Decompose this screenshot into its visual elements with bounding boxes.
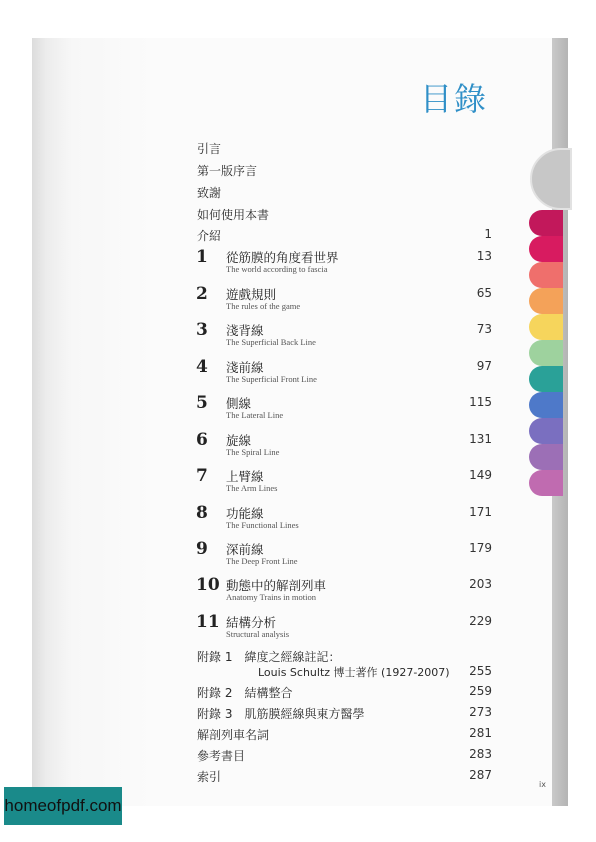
chapter-page: 149 (469, 468, 492, 482)
chapter-subtitle: The rules of the game (226, 301, 301, 311)
color-tab (529, 444, 563, 470)
chapter-number: 8 (196, 503, 208, 523)
chapter-page: 179 (469, 541, 492, 555)
chapter-page: 97 (476, 359, 492, 373)
toc-item-index[interactable]: 索引 (197, 770, 222, 784)
chapter-page: 131 (469, 432, 492, 446)
chapter-page: 65 (476, 286, 492, 300)
chapter-title[interactable]: 旋線 (226, 433, 252, 448)
chapter-subtitle: The Deep Front Line (226, 556, 298, 566)
chapter-title[interactable]: 動態中的解剖列車 (226, 578, 327, 593)
chapter-number: 7 (196, 466, 208, 486)
chapter-subtitle: The Superficial Back Line (226, 337, 316, 347)
chapter-number: 11 (196, 612, 220, 632)
page-number: ix (539, 780, 546, 789)
chapter-number: 3 (196, 320, 208, 340)
toc-page-appendix-1: 255 (469, 664, 492, 678)
chapter-title[interactable]: 淺背線 (226, 323, 264, 338)
toc-item-appendix-1[interactable]: 附錄 1 緯度之經線註記： (197, 650, 341, 664)
color-tab (529, 210, 563, 236)
chapter-subtitle: The world according to fascia (226, 264, 328, 274)
chapter-page: 203 (469, 577, 492, 591)
chapter-number: 1 (196, 247, 208, 267)
toc-page-appendix-2: 259 (469, 684, 492, 698)
toc-item-acknowledgements[interactable]: 致謝 (197, 186, 222, 200)
chapter-subtitle: Structural analysis (226, 629, 290, 639)
chapter-subtitle: The Superficial Front Line (226, 374, 317, 384)
chapter-number: 5 (196, 393, 208, 413)
chapter-page: 171 (469, 505, 492, 519)
color-tab (529, 236, 563, 262)
toc-page-index: 287 (469, 768, 492, 782)
page-title: 目錄 (419, 80, 488, 118)
chapter-title[interactable]: 從筋膜的角度看世界 (226, 250, 339, 265)
chapter-title[interactable]: 側線 (226, 396, 252, 411)
toc-page-introduction: 1 (484, 227, 492, 241)
chapter-number: 6 (196, 430, 208, 450)
color-tab (529, 288, 563, 314)
color-tab (529, 418, 563, 444)
toc-item-introduction[interactable]: 介紹 (197, 229, 222, 243)
chapter-page: 13 (476, 249, 492, 263)
chapter-subtitle: Anatomy Trains in motion (226, 592, 316, 602)
chapter-number: 4 (196, 357, 208, 377)
chapter-number: 2 (196, 284, 208, 304)
toc-page-glossary: 281 (469, 726, 492, 740)
chapter-title[interactable]: 功能線 (226, 506, 264, 521)
color-tab (529, 392, 563, 418)
color-tab (529, 470, 563, 496)
chapter-title[interactable]: 遊戲規則 (226, 287, 277, 302)
chapter-title[interactable]: 結構分析 (226, 615, 277, 630)
chapter-number: 10 (196, 575, 220, 595)
chapter-subtitle: The Lateral Line (226, 410, 284, 420)
color-tab (529, 314, 563, 340)
appendix-1-subtitle: Louis Schultz 博士著作 (1927-2007) (258, 666, 450, 679)
toc-item-bibliography[interactable]: 參考書目 (197, 749, 246, 763)
chapter-number: 9 (196, 539, 208, 559)
toc-item-glossary[interactable]: 解剖列車名詞 (197, 728, 270, 742)
chapter-page: 73 (476, 322, 492, 336)
color-tabs (529, 148, 569, 493)
toc-page-appendix-3: 273 (469, 705, 492, 719)
toc-item-appendix-3[interactable]: 附錄 3 肌筋膜經線與東方醫學 (197, 707, 365, 721)
color-tab (529, 366, 563, 392)
toc-item-appendix-2[interactable]: 附錄 2 結構整合 (197, 686, 293, 700)
color-tab (529, 340, 563, 366)
toc-item-first-edition-preface[interactable]: 第一版序言 (197, 164, 258, 178)
chapter-subtitle: The Spiral Line (226, 447, 280, 457)
watermark-logo: homeofpdf.com (4, 787, 122, 825)
chapter-page: 229 (469, 614, 492, 628)
chapter-title[interactable]: 淺前線 (226, 360, 264, 375)
toc-page-bibliography: 283 (469, 747, 492, 761)
chapter-page: 115 (469, 395, 492, 409)
chapter-title[interactable]: 上臂線 (226, 469, 264, 484)
chapter-subtitle: The Functional Lines (226, 520, 299, 530)
chapter-title[interactable]: 深前線 (226, 542, 264, 557)
toc-item-how-to-use[interactable]: 如何使用本書 (197, 208, 270, 222)
chapter-subtitle: The Arm Lines (226, 483, 278, 493)
color-tab (529, 262, 563, 288)
toc-item-foreword[interactable]: 引言 (197, 142, 222, 156)
